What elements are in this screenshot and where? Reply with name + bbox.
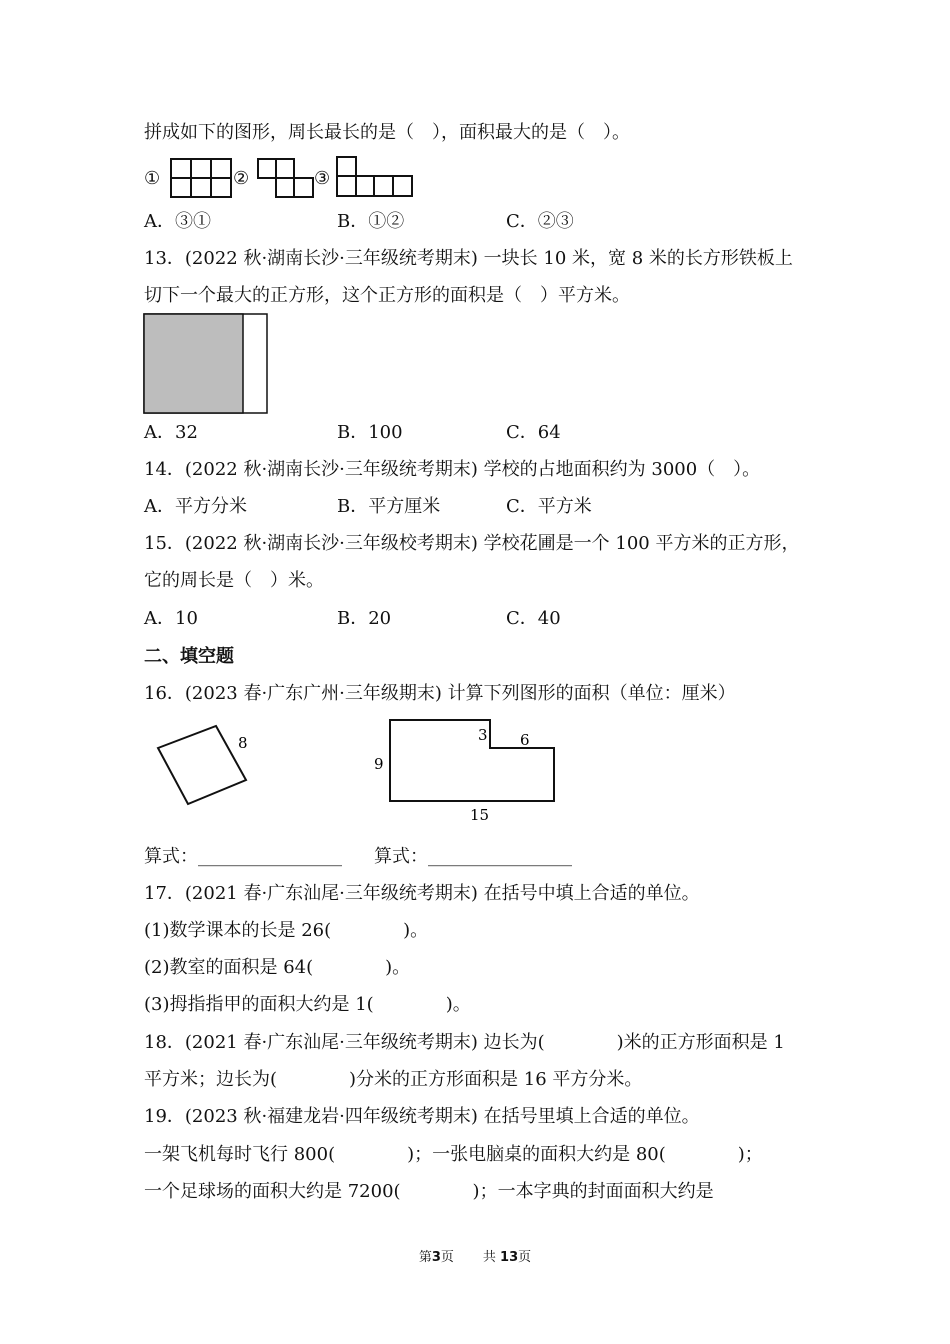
figure-label-2: ② — [233, 168, 250, 189]
page-prefix: 第 — [418, 1250, 432, 1265]
q12-stem: 拼成如下的图形，周长最长的是（ ），面积最大的是（ ）。 — [144, 122, 630, 143]
notched-rectangle-figure — [370, 718, 570, 826]
q13-option-c: C．64 — [506, 422, 561, 443]
q17-item-2: (2)教室的面积是 64( )。 — [144, 957, 411, 978]
figure-label-1: ① — [144, 168, 161, 189]
q15-line2: 它的周长是（ ）米。 — [144, 570, 324, 591]
section-heading: 二、填空题 — [144, 646, 234, 667]
page-footer — [0, 1246, 950, 1265]
q15-option-b: B．20 — [337, 608, 392, 629]
q19-line1: 一架飞机每时飞行 800( )；一张电脑桌的面积大约是 80( )； — [144, 1144, 763, 1165]
total-prefix: 共 — [482, 1250, 496, 1265]
q13-line2: 切下一个最大的正方形，这个正方形的面积是（ ）平方米。 — [144, 285, 630, 306]
q18-line1: 18．(2021 春·广东汕尾·三年级统考期末) 边长为( )米的正方形面积是 1 — [144, 1032, 785, 1053]
q17-item-3: (3)拇指指甲的面积大约是 1( )。 — [144, 994, 471, 1015]
page-number: 3 — [431, 1250, 441, 1265]
shape-left-label: 9 — [374, 755, 384, 773]
q14-stem: 14．(2022 秋·湖南长沙·三年级统考期末) 学校的占地面积约为 3000（ ）。 — [144, 459, 761, 480]
q17-item-1: (1)数学课本的长是 26( )。 — [144, 920, 429, 941]
q16-answer-2: 算式：________________ — [374, 846, 572, 867]
q12-option-b: B．①② — [337, 211, 405, 232]
square-side-label: 8 — [238, 734, 248, 752]
q14-option-b: B．平方厘米 — [337, 496, 441, 517]
figure-label-3: ③ — [314, 168, 331, 189]
q13-line1: 13．(2022 秋·湖南长沙·三年级统考期末) 一块长 10 米，宽 8 米的长方形铁板上 — [144, 248, 793, 269]
q15-line1: 15．(2022 秋·湖南长沙·三年级校考期末) 学校花圃是一个 100 平方米的正方形， — [144, 533, 800, 554]
shape-bottom-label: 15 — [470, 806, 490, 824]
q13-option-b: B．100 — [337, 422, 403, 443]
rotated-square-figure — [155, 722, 255, 808]
page-suffix: 页 — [440, 1250, 454, 1265]
q14-option-a: A．平方分米 — [144, 496, 247, 517]
q14-option-c: C．平方米 — [506, 496, 592, 517]
shape-notch-width-label: 6 — [520, 731, 530, 749]
q15-option-a: A．10 — [144, 608, 198, 629]
q16-answer-1: 算式：________________ — [144, 846, 342, 867]
q12-option-a: A．③① — [144, 211, 211, 232]
figure-1 — [170, 158, 232, 198]
q13-option-a: A．32 — [144, 422, 198, 443]
figure-2 — [257, 158, 315, 200]
total-suffix: 页 — [518, 1250, 532, 1265]
shape-notch-height-label: 3 — [478, 726, 488, 744]
iron-plate-figure — [143, 313, 269, 415]
figure-3 — [336, 156, 414, 198]
q17-stem: 17．(2021 春·广东汕尾·三年级统考期末) 在括号中填上合适的单位。 — [144, 883, 700, 904]
total-pages: 13 — [500, 1250, 519, 1265]
q16-stem: 16．(2023 春·广东广州·三年级期末) 计算下列图形的面积（单位：厘米） — [144, 683, 736, 704]
q15-option-c: C．40 — [506, 608, 561, 629]
q18-line2: 平方米；边长为( )分米的正方形面积是 16 平方分米。 — [144, 1069, 643, 1090]
q19-stem: 19．(2023 秋·福建龙岩·四年级统考期末) 在括号里填上合适的单位。 — [144, 1106, 700, 1127]
q12-option-c: C．②③ — [506, 211, 574, 232]
q19-line2: 一个足球场的面积大约是 7200( )；一本字典的封面面积大约是 — [144, 1181, 714, 1202]
